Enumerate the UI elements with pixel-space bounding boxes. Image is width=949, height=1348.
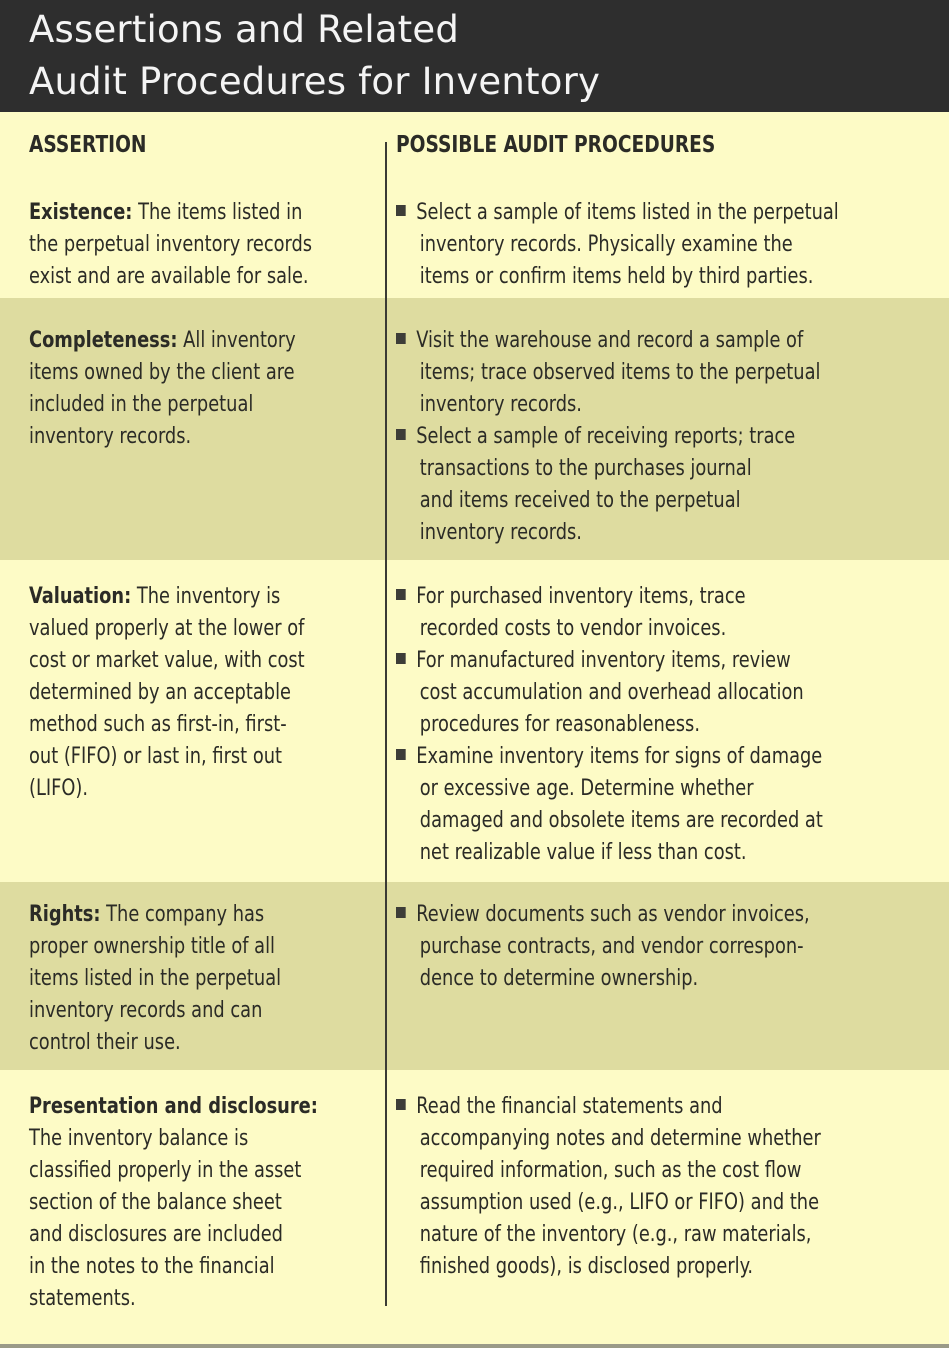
procedure-text: accompanying notes and determine whether bbox=[419, 1125, 821, 1151]
procedure-line bbox=[396, 196, 839, 228]
assertion-cell bbox=[29, 196, 312, 292]
procedure-text: Read the financial statements and bbox=[416, 1093, 723, 1119]
procedure-text: cost accumulation and overhead allocation bbox=[419, 679, 804, 705]
assertion-line: valued properly at the lower of bbox=[29, 615, 305, 641]
square-bullet-icon bbox=[396, 333, 406, 344]
procedure-line bbox=[396, 228, 839, 260]
procedure-line bbox=[396, 836, 823, 868]
assertion-line: control their use. bbox=[29, 1029, 181, 1055]
assertion-cell bbox=[29, 324, 296, 452]
assertion-line: inventory records. bbox=[29, 423, 192, 449]
assertion-name: Presentation and disclosure: bbox=[29, 1093, 318, 1119]
procedure-line bbox=[396, 708, 823, 740]
assertion-text: All inventory bbox=[177, 327, 296, 353]
title-line-1: Assertions and Related bbox=[29, 8, 460, 51]
column-header-procedures: POSSIBLE AUDIT PROCEDURES bbox=[396, 132, 716, 158]
procedure-text: and items received to the perpetual bbox=[419, 487, 741, 513]
procedure-line bbox=[396, 580, 823, 612]
assertion-cell bbox=[29, 898, 281, 1058]
assertion-line: items owned by the client are bbox=[29, 359, 295, 385]
procedure-text: inventory records. bbox=[419, 391, 582, 417]
square-bullet-icon bbox=[396, 589, 406, 600]
procedure-text: transactions to the purchases journal bbox=[419, 455, 752, 481]
procedure-text: Select a sample of items listed in the perpetual bbox=[416, 199, 839, 225]
procedure-line bbox=[396, 324, 820, 356]
title-banner bbox=[0, 0, 949, 112]
assertion-line: inventory records and can bbox=[29, 997, 263, 1023]
assertion-line: (LIFO). bbox=[29, 775, 89, 801]
square-bullet-icon bbox=[396, 429, 406, 440]
procedure-line bbox=[396, 1122, 821, 1154]
assertion-line bbox=[29, 580, 305, 612]
procedure-text: purchase contracts, and vendor correspon- bbox=[419, 933, 804, 959]
procedure-line bbox=[396, 516, 820, 548]
procedure-line bbox=[396, 772, 823, 804]
column-divider bbox=[385, 142, 387, 1306]
procedure-text: procedures for reasonableness. bbox=[419, 711, 700, 737]
assertion-name: Existence: bbox=[29, 199, 133, 225]
procedures-cell bbox=[396, 324, 820, 548]
procedure-text: Select a sample of receiving reports; trace bbox=[416, 423, 796, 449]
assertion-text: The inventory is bbox=[131, 583, 281, 609]
procedure-line bbox=[396, 676, 823, 708]
assertion-name: Valuation: bbox=[29, 583, 132, 609]
assertion-line: items listed in the perpetual bbox=[29, 965, 282, 991]
assertion-cell bbox=[29, 1090, 318, 1314]
assertion-line: classified properly in the asset bbox=[29, 1157, 302, 1183]
procedure-line bbox=[396, 484, 820, 516]
assertion-text: The items listed in bbox=[132, 199, 303, 225]
column-header-assertion: ASSERTION bbox=[29, 132, 147, 158]
assertion-line: proper ownership title of all bbox=[29, 933, 275, 959]
procedure-line bbox=[396, 388, 820, 420]
procedure-line bbox=[396, 804, 823, 836]
square-bullet-icon bbox=[396, 1099, 406, 1110]
assertion-text: The company has bbox=[100, 901, 265, 927]
assertion-line bbox=[29, 324, 296, 356]
procedure-line bbox=[396, 452, 820, 484]
assertion-line: cost or market value, with cost bbox=[29, 647, 305, 673]
procedure-line bbox=[396, 1186, 821, 1218]
assertion-line: and disclosures are included bbox=[29, 1221, 284, 1247]
assertion-line: in the notes to the financial bbox=[29, 1253, 275, 1279]
procedure-text: assumption used (e.g., LIFO or FIFO) and the bbox=[419, 1189, 820, 1215]
procedure-line bbox=[396, 1154, 821, 1186]
procedure-text: damaged and obsolete items are recorded at bbox=[419, 807, 823, 833]
assertion-cell bbox=[29, 580, 305, 804]
procedure-text: net realizable value if less than cost. bbox=[419, 839, 747, 865]
procedures-cell bbox=[396, 898, 810, 994]
assertion-line: exist and are available for sale. bbox=[29, 263, 309, 289]
assertion-line: out (FIFO) or last in, first out bbox=[29, 743, 282, 769]
procedure-line bbox=[396, 740, 823, 772]
square-bullet-icon bbox=[396, 205, 406, 216]
procedure-text: finished goods), is disclosed properly. bbox=[419, 1253, 753, 1279]
procedure-text: For purchased inventory items, trace bbox=[416, 583, 746, 609]
assertion-line: method such as first-in, first- bbox=[29, 711, 287, 737]
procedure-text: required information, such as the cost flow bbox=[419, 1157, 802, 1183]
procedure-line bbox=[396, 1250, 821, 1282]
procedure-line bbox=[396, 898, 810, 930]
assertion-line bbox=[29, 898, 281, 930]
procedures-cell bbox=[396, 196, 839, 292]
procedure-text: Review documents such as vendor invoices, bbox=[416, 901, 810, 927]
square-bullet-icon bbox=[396, 653, 406, 664]
procedure-line bbox=[396, 1090, 821, 1122]
assertion-line: the perpetual inventory records bbox=[29, 231, 313, 257]
procedure-text: items or confirm items held by third parties. bbox=[419, 263, 814, 289]
procedure-line bbox=[396, 356, 820, 388]
procedure-text: recorded costs to vendor invoices. bbox=[419, 615, 727, 641]
procedure-text: items; trace observed items to the perpetual bbox=[419, 359, 821, 385]
procedure-text: inventory records. Physically examine the bbox=[419, 231, 793, 257]
procedures-cell bbox=[396, 1090, 821, 1282]
procedure-text: nature of the inventory (e.g., raw materials, bbox=[419, 1221, 812, 1247]
assertion-line bbox=[29, 196, 312, 228]
procedures-cell bbox=[396, 580, 823, 868]
assertion-line: The inventory balance is bbox=[29, 1125, 249, 1151]
procedure-text: Examine inventory items for signs of damage bbox=[416, 743, 823, 769]
procedure-text: For manufactured inventory items, review bbox=[416, 647, 791, 673]
assertion-line: section of the balance sheet bbox=[29, 1189, 282, 1215]
procedure-line bbox=[396, 930, 810, 962]
assertion-line: determined by an acceptable bbox=[29, 679, 291, 705]
procedure-line bbox=[396, 962, 810, 994]
square-bullet-icon bbox=[396, 749, 406, 760]
assertion-line bbox=[29, 1090, 318, 1122]
procedure-line bbox=[396, 1218, 821, 1250]
procedure-line bbox=[396, 612, 823, 644]
procedure-text: Visit the warehouse and record a sample of bbox=[416, 327, 804, 353]
square-bullet-icon bbox=[396, 907, 406, 918]
procedure-line bbox=[396, 260, 839, 292]
procedure-text: or excessive age. Determine whether bbox=[419, 775, 754, 801]
assertion-name: Completeness: bbox=[29, 327, 178, 353]
assertion-line: statements. bbox=[29, 1285, 136, 1311]
assertion-line: included in the perpetual bbox=[29, 391, 254, 417]
procedure-text: dence to determine ownership. bbox=[419, 965, 699, 991]
assertion-name: Rights: bbox=[29, 901, 101, 927]
procedure-line bbox=[396, 420, 820, 452]
bottom-rule bbox=[0, 1344, 949, 1348]
procedure-line bbox=[396, 644, 823, 676]
title-line-2: Audit Procedures for Inventory bbox=[29, 60, 601, 103]
procedure-text: inventory records. bbox=[419, 519, 582, 545]
